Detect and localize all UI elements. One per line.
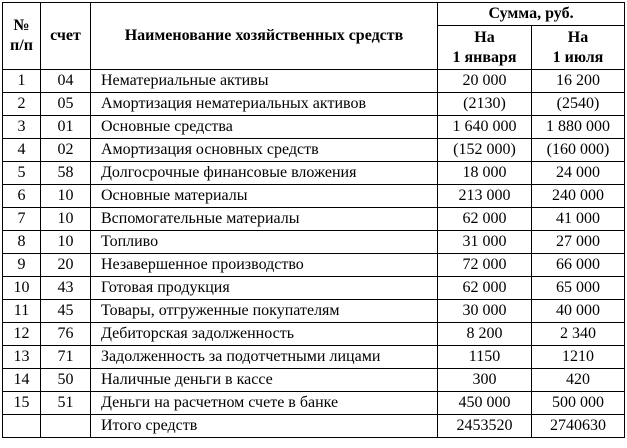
table-row	[3, 231, 625, 254]
row-amount-jul: 24 000	[532, 162, 625, 185]
row-amount-jan: (152 000)	[438, 139, 532, 162]
row-asset-name: Дебиторская задолженность	[91, 323, 438, 346]
row-amount-jan: 20 000	[438, 70, 532, 93]
table-row	[3, 346, 625, 369]
total-row	[3, 415, 625, 438]
row-amount-jul: (160 000)	[532, 139, 625, 162]
assets-table	[2, 2, 625, 438]
row-account: 58	[41, 162, 91, 185]
table-row	[3, 185, 625, 208]
row-amount-jan: 62 000	[438, 277, 532, 300]
row-amount-jul: 27 000	[532, 231, 625, 254]
row-amount-jan: 450 000	[438, 392, 532, 415]
row-asset-name: Вспомогательные материалы	[91, 208, 438, 231]
row-asset-name: Наличные деньги в кассе	[91, 369, 438, 392]
table-row	[3, 70, 625, 93]
header-jul-1	[532, 26, 625, 70]
table-row	[3, 116, 625, 139]
header-row-number-line1: №	[13, 17, 30, 34]
row-asset-name: Основные средства	[91, 116, 438, 139]
table-row	[3, 139, 625, 162]
total-label: Итого средств	[91, 415, 438, 438]
header-amount: Сумма, руб.	[438, 3, 625, 26]
row-amount-jul: 420	[532, 369, 625, 392]
row-amount-jul: 66 000	[532, 254, 625, 277]
row-account: 10	[41, 185, 91, 208]
row-amount-jul: 1210	[532, 346, 625, 369]
table-row	[3, 254, 625, 277]
row-number: 9	[3, 254, 41, 277]
row-number: 12	[3, 323, 41, 346]
row-asset-name: Основные материалы	[91, 185, 438, 208]
row-number: 6	[3, 185, 41, 208]
table-body	[3, 70, 625, 438]
row-account: 20	[41, 254, 91, 277]
header-row-number	[3, 3, 41, 70]
header-jan-1	[438, 26, 532, 70]
table-row	[3, 277, 625, 300]
row-amount-jan: 300	[438, 369, 532, 392]
row-number: 7	[3, 208, 41, 231]
row-account: 10	[41, 208, 91, 231]
table-row	[3, 392, 625, 415]
total-amount-jan: 2453520	[438, 415, 532, 438]
row-amount-jul: 240 000	[532, 185, 625, 208]
row-amount-jul: 500 000	[532, 392, 625, 415]
row-number: 14	[3, 369, 41, 392]
table-row	[3, 93, 625, 116]
row-amount-jan: (2130)	[438, 93, 532, 116]
row-amount-jul: 65 000	[532, 277, 625, 300]
row-asset-name: Товары, отгруженные покупателям	[91, 300, 438, 323]
row-account: 45	[41, 300, 91, 323]
row-account: 10	[41, 231, 91, 254]
row-asset-name: Долгосрочные финансовые вложения	[91, 162, 438, 185]
header-account: счет	[41, 3, 91, 70]
row-amount-jul: 16 200	[532, 70, 625, 93]
row-amount-jan: 213 000	[438, 185, 532, 208]
row-asset-name: Нематериальные активы	[91, 70, 438, 93]
header-row-number-line2: п/п	[10, 37, 33, 54]
row-number: 5	[3, 162, 41, 185]
row-number: 10	[3, 277, 41, 300]
total-amount-jul: 2740630	[532, 415, 625, 438]
row-asset-name: Амортизация основных средств	[91, 139, 438, 162]
row-number: 1	[3, 70, 41, 93]
total-account	[41, 415, 91, 438]
row-number: 4	[3, 139, 41, 162]
row-amount-jan: 62 000	[438, 208, 532, 231]
row-amount-jan: 18 000	[438, 162, 532, 185]
row-number: 13	[3, 346, 41, 369]
row-amount-jan: 72 000	[438, 254, 532, 277]
row-number: 15	[3, 392, 41, 415]
header-jul-line1: На	[567, 28, 589, 46]
row-number: 11	[3, 300, 41, 323]
table-row	[3, 300, 625, 323]
header-jan-line2: 1 января	[452, 48, 517, 66]
row-asset-name: Готовая продукция	[91, 277, 438, 300]
row-asset-name: Незавершенное производство	[91, 254, 438, 277]
row-account: 02	[41, 139, 91, 162]
row-amount-jul: 40 000	[532, 300, 625, 323]
row-amount-jan: 1150	[438, 346, 532, 369]
header-jan-line1: На	[474, 28, 495, 46]
row-account: 05	[41, 93, 91, 116]
row-number: 2	[3, 93, 41, 116]
table-row	[3, 162, 625, 185]
table-header	[3, 3, 625, 70]
row-asset-name: Амортизация нематериальных активов	[91, 93, 438, 116]
row-account: 50	[41, 369, 91, 392]
row-account: 51	[41, 392, 91, 415]
row-amount-jul: 2 340	[532, 323, 625, 346]
table-row	[3, 323, 625, 346]
row-amount-jan: 1 640 000	[438, 116, 532, 139]
row-amount-jul: 41 000	[532, 208, 625, 231]
row-number: 8	[3, 231, 41, 254]
header-asset-name: Наименование хозяйственных средств	[91, 3, 438, 70]
row-asset-name: Деньги на расчетном счете в банке	[91, 392, 438, 415]
row-amount-jan: 8 200	[438, 323, 532, 346]
row-amount-jul: (2540)	[532, 93, 625, 116]
row-amount-jan: 30 000	[438, 300, 532, 323]
total-number	[3, 415, 41, 438]
row-amount-jan: 31 000	[438, 231, 532, 254]
row-account: 71	[41, 346, 91, 369]
header-jul-line2: 1 июля	[552, 48, 604, 66]
row-account: 43	[41, 277, 91, 300]
row-account: 01	[41, 116, 91, 139]
table-row	[3, 208, 625, 231]
row-account: 76	[41, 323, 91, 346]
table-row	[3, 369, 625, 392]
row-account: 04	[41, 70, 91, 93]
row-amount-jul: 1 880 000	[532, 116, 625, 139]
row-asset-name: Задолженность за подотчетными лицами	[91, 346, 438, 369]
row-asset-name: Топливо	[91, 231, 438, 254]
row-number: 3	[3, 116, 41, 139]
